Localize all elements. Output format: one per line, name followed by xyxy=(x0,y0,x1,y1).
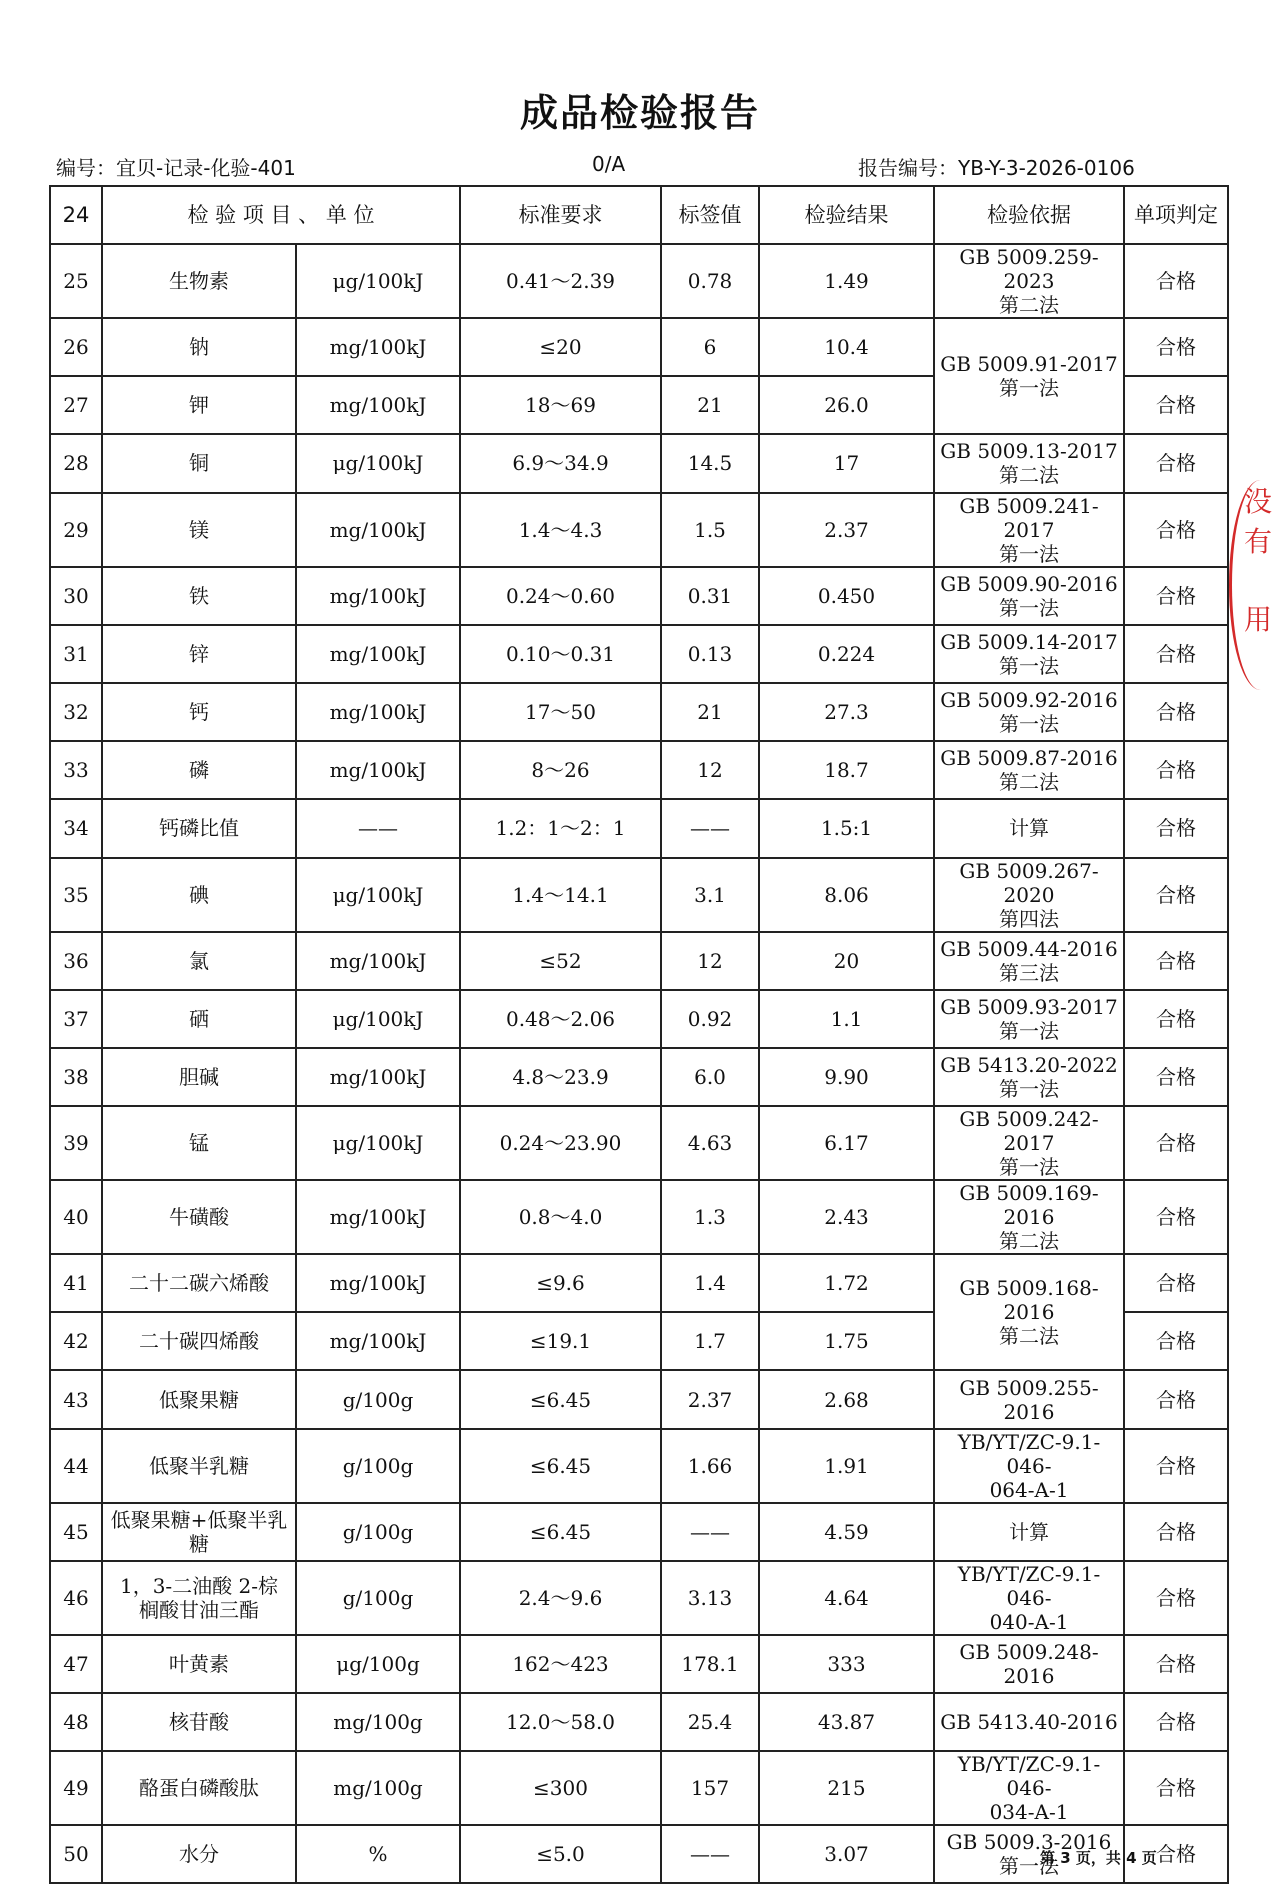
test-result: 1.1 xyxy=(759,990,934,1048)
judgement: 合格 xyxy=(1124,376,1228,434)
label-value: —— xyxy=(661,1503,759,1561)
header-label-value: 标签值 xyxy=(661,186,759,244)
row-number: 42 xyxy=(50,1312,102,1370)
label-value: 0.92 xyxy=(661,990,759,1048)
table-row xyxy=(50,932,1228,990)
table-row xyxy=(50,858,1228,932)
test-basis: GB 5009.87-2016 第二法 xyxy=(934,741,1124,799)
row-number: 33 xyxy=(50,741,102,799)
header-judgement: 单项判定 xyxy=(1124,186,1228,244)
item-name: 钙 xyxy=(102,683,296,741)
item-unit: g/100g xyxy=(296,1370,460,1428)
document-number: 编号：宜贝-记录-化验-401 xyxy=(56,156,296,180)
label-value: 157 xyxy=(661,1751,759,1825)
judgement: 合格 xyxy=(1124,858,1228,932)
row-number: 40 xyxy=(50,1180,102,1254)
table-row xyxy=(50,318,1228,376)
judgement: 合格 xyxy=(1124,1693,1228,1751)
item-name: 生物素 xyxy=(102,244,296,318)
table-row xyxy=(50,1751,1228,1825)
test-basis: GB 5009.3-2016 第一法 xyxy=(934,1825,1124,1883)
test-basis: GB 5009.44-2016 第三法 xyxy=(934,932,1124,990)
item-name: 锰 xyxy=(102,1106,296,1180)
test-basis: 计算 xyxy=(934,799,1124,857)
label-value: 1.3 xyxy=(661,1180,759,1254)
item-name: 铁 xyxy=(102,567,296,625)
table-row xyxy=(50,1254,1228,1312)
standard-requirement: ≤52 xyxy=(460,932,661,990)
row-number: 48 xyxy=(50,1693,102,1751)
header-basis: 检验依据 xyxy=(934,186,1124,244)
judgement: 合格 xyxy=(1124,625,1228,683)
test-result: 2.43 xyxy=(759,1180,934,1254)
standard-requirement: 0.48～2.06 xyxy=(460,990,661,1048)
inspection-table xyxy=(49,185,1229,1884)
item-unit: μg/100kJ xyxy=(296,990,460,1048)
table-body xyxy=(50,244,1228,1883)
item-name: 叶黄素 xyxy=(102,1635,296,1693)
item-name: 胆碱 xyxy=(102,1048,296,1106)
judgement: 合格 xyxy=(1124,990,1228,1048)
item-unit: mg/100kJ xyxy=(296,1312,460,1370)
table-row xyxy=(50,625,1228,683)
item-unit: % xyxy=(296,1825,460,1883)
test-basis: GB 5413.20-2022 第一法 xyxy=(934,1048,1124,1106)
standard-requirement: 0.41～2.39 xyxy=(460,244,661,318)
label-value: —— xyxy=(661,799,759,857)
table-row xyxy=(50,1429,1228,1503)
row-number: 27 xyxy=(50,376,102,434)
item-name: 水分 xyxy=(102,1825,296,1883)
item-unit: mg/100kJ xyxy=(296,1254,460,1312)
row-number: 37 xyxy=(50,990,102,1048)
judgement: 合格 xyxy=(1124,434,1228,492)
test-result: 333 xyxy=(759,1635,934,1693)
test-basis: YB/YT/ZC-9.1-046- 040-A-1 xyxy=(934,1561,1124,1635)
standard-requirement: 0.10～0.31 xyxy=(460,625,661,683)
item-unit: mg/100g xyxy=(296,1693,460,1751)
item-name: 钠 xyxy=(102,318,296,376)
row-number: 38 xyxy=(50,1048,102,1106)
test-result: 0.450 xyxy=(759,567,934,625)
stamp-text: 用 xyxy=(1244,603,1273,636)
test-result: 4.59 xyxy=(759,1503,934,1561)
test-basis: GB 5009.92-2016 第一法 xyxy=(934,683,1124,741)
item-name: 1，3-二油酸 2-棕 榈酸甘油三酯 xyxy=(102,1561,296,1635)
label-value: 6.0 xyxy=(661,1048,759,1106)
label-value: 25.4 xyxy=(661,1693,759,1751)
label-value: 3.13 xyxy=(661,1561,759,1635)
header-standard: 标准要求 xyxy=(460,186,661,244)
test-result: 27.3 xyxy=(759,683,934,741)
test-basis: GB 5009.169-2016 第二法 xyxy=(934,1180,1124,1254)
label-value: 0.13 xyxy=(661,625,759,683)
table-row xyxy=(50,990,1228,1048)
row-number: 28 xyxy=(50,434,102,492)
judgement: 合格 xyxy=(1124,683,1228,741)
test-basis: GB 5009.91-2017 第一法 xyxy=(934,318,1124,434)
label-value: —— xyxy=(661,1825,759,1883)
item-name: 低聚半乳糖 xyxy=(102,1429,296,1503)
test-basis: GB 5009.13-2017 第二法 xyxy=(934,434,1124,492)
row-number: 32 xyxy=(50,683,102,741)
test-basis: GB 5009.255-2016 xyxy=(934,1370,1124,1428)
item-name: 硒 xyxy=(102,990,296,1048)
test-result: 1.91 xyxy=(759,1429,934,1503)
judgement: 合格 xyxy=(1124,1825,1228,1883)
test-result: 10.4 xyxy=(759,318,934,376)
standard-requirement: 1.4～4.3 xyxy=(460,493,661,567)
test-basis: GB 5413.40-2016 xyxy=(934,1693,1124,1751)
test-basis: GB 5009.90-2016 第一法 xyxy=(934,567,1124,625)
judgement: 合格 xyxy=(1124,1429,1228,1503)
header-result: 检验结果 xyxy=(759,186,934,244)
label-value: 12 xyxy=(661,741,759,799)
item-name: 碘 xyxy=(102,858,296,932)
item-unit: mg/100kJ xyxy=(296,567,460,625)
header-no: 24 xyxy=(50,186,102,244)
test-result: 43.87 xyxy=(759,1693,934,1751)
table-row xyxy=(50,1048,1228,1106)
judgement: 合格 xyxy=(1124,932,1228,990)
standard-requirement: ≤6.45 xyxy=(460,1370,661,1428)
report-number: 报告编号：YB-Y-3-2026-0106 xyxy=(858,156,1135,180)
label-value: 1.7 xyxy=(661,1312,759,1370)
item-unit: g/100g xyxy=(296,1503,460,1561)
row-number: 31 xyxy=(50,625,102,683)
table-header-row xyxy=(50,186,1228,244)
test-basis: GB 5009.259-2023 第二法 xyxy=(934,244,1124,318)
standard-requirement: ≤19.1 xyxy=(460,1312,661,1370)
test-basis: GB 5009.93-2017 第一法 xyxy=(934,990,1124,1048)
item-unit: mg/100kJ xyxy=(296,932,460,990)
test-basis: GB 5009.267-2020 第四法 xyxy=(934,858,1124,932)
judgement: 合格 xyxy=(1124,244,1228,318)
row-number: 43 xyxy=(50,1370,102,1428)
row-number: 47 xyxy=(50,1635,102,1693)
row-number: 50 xyxy=(50,1825,102,1883)
item-name: 二十碳四烯酸 xyxy=(102,1312,296,1370)
label-value: 0.78 xyxy=(661,244,759,318)
standard-requirement: 12.0～58.0 xyxy=(460,1693,661,1751)
test-result: 17 xyxy=(759,434,934,492)
standard-requirement: 0.24～23.90 xyxy=(460,1106,661,1180)
item-unit: mg/100kJ xyxy=(296,625,460,683)
standard-requirement: ≤20 xyxy=(460,318,661,376)
label-value: 1.66 xyxy=(661,1429,759,1503)
judgement: 合格 xyxy=(1124,799,1228,857)
label-value: 21 xyxy=(661,376,759,434)
judgement: 合格 xyxy=(1124,318,1228,376)
label-value: 21 xyxy=(661,683,759,741)
row-number: 45 xyxy=(50,1503,102,1561)
label-value: 12 xyxy=(661,932,759,990)
item-name: 铜 xyxy=(102,434,296,492)
judgement: 合格 xyxy=(1124,741,1228,799)
table-row xyxy=(50,1106,1228,1180)
item-unit: μg/100kJ xyxy=(296,244,460,318)
row-number: 26 xyxy=(50,318,102,376)
standard-requirement: ≤6.45 xyxy=(460,1503,661,1561)
item-unit: mg/100kJ xyxy=(296,741,460,799)
test-result: 1.49 xyxy=(759,244,934,318)
label-value: 1.5 xyxy=(661,493,759,567)
judgement: 合格 xyxy=(1124,1180,1228,1254)
table-row xyxy=(50,1635,1228,1693)
row-number: 35 xyxy=(50,858,102,932)
item-unit: mg/100kJ xyxy=(296,493,460,567)
standard-requirement: 0.8～4.0 xyxy=(460,1180,661,1254)
item-unit: μg/100g xyxy=(296,1635,460,1693)
item-name: 酪蛋白磷酸肽 xyxy=(102,1751,296,1825)
item-unit: mg/100kJ xyxy=(296,376,460,434)
test-basis: GB 5009.168-2016 第二法 xyxy=(934,1254,1124,1370)
row-number: 39 xyxy=(50,1106,102,1180)
label-value: 6 xyxy=(661,318,759,376)
judgement: 合格 xyxy=(1124,1503,1228,1561)
item-unit: mg/100kJ xyxy=(296,1180,460,1254)
item-unit: mg/100kJ xyxy=(296,318,460,376)
item-unit: mg/100kJ xyxy=(296,1048,460,1106)
test-basis: GB 5009.248-2016 xyxy=(934,1635,1124,1693)
standard-requirement: 1.4～14.1 xyxy=(460,858,661,932)
judgement: 合格 xyxy=(1124,493,1228,567)
item-unit: mg/100kJ xyxy=(296,683,460,741)
test-basis: YB/YT/ZC-9.1-046- 064-A-1 xyxy=(934,1429,1124,1503)
test-basis: YB/YT/ZC-9.1-046- 034-A-1 xyxy=(934,1751,1124,1825)
item-unit: μg/100kJ xyxy=(296,1106,460,1180)
stamp-text: 没有 xyxy=(1244,485,1273,558)
table-row xyxy=(50,1693,1228,1751)
item-name: 镁 xyxy=(102,493,296,567)
test-basis: GB 5009.14-2017 第一法 xyxy=(934,625,1124,683)
test-result: 26.0 xyxy=(759,376,934,434)
page-footer: 第 3 页，共 4 页 xyxy=(1040,1849,1157,1867)
test-result: 2.37 xyxy=(759,493,934,567)
table-row xyxy=(50,567,1228,625)
row-number: 34 xyxy=(50,799,102,857)
test-result: 18.7 xyxy=(759,741,934,799)
row-number: 25 xyxy=(50,244,102,318)
item-unit: —— xyxy=(296,799,460,857)
item-name: 二十二碳六烯酸 xyxy=(102,1254,296,1312)
item-name: 低聚果糖 xyxy=(102,1370,296,1428)
judgement: 合格 xyxy=(1124,1561,1228,1635)
test-result: 9.90 xyxy=(759,1048,934,1106)
standard-requirement: 4.8～23.9 xyxy=(460,1048,661,1106)
label-value: 0.31 xyxy=(661,567,759,625)
judgement: 合格 xyxy=(1124,1751,1228,1825)
label-value: 4.63 xyxy=(661,1106,759,1180)
item-name: 钾 xyxy=(102,376,296,434)
item-unit: μg/100kJ xyxy=(296,858,460,932)
table-row xyxy=(50,493,1228,567)
row-number: 36 xyxy=(50,932,102,990)
judgement: 合格 xyxy=(1124,1106,1228,1180)
table-row xyxy=(50,1180,1228,1254)
judgement: 合格 xyxy=(1124,1370,1228,1428)
test-basis: GB 5009.242-2017 第一法 xyxy=(934,1106,1124,1180)
row-number: 46 xyxy=(50,1561,102,1635)
standard-requirement: ≤300 xyxy=(460,1751,661,1825)
standard-requirement: 6.9～34.9 xyxy=(460,434,661,492)
row-number: 44 xyxy=(50,1429,102,1503)
standard-requirement: ≤9.6 xyxy=(460,1254,661,1312)
test-result: 6.17 xyxy=(759,1106,934,1180)
test-result: 1.72 xyxy=(759,1254,934,1312)
test-result: 1.75 xyxy=(759,1312,934,1370)
item-unit: g/100g xyxy=(296,1561,460,1635)
standard-requirement: 0.24～0.60 xyxy=(460,567,661,625)
item-name: 氯 xyxy=(102,932,296,990)
label-value: 2.37 xyxy=(661,1370,759,1428)
test-result: 2.68 xyxy=(759,1370,934,1428)
table-row xyxy=(50,741,1228,799)
row-number: 41 xyxy=(50,1254,102,1312)
row-number: 30 xyxy=(50,567,102,625)
item-name: 低聚果糖+低聚半乳 糖 xyxy=(102,1503,296,1561)
label-value: 14.5 xyxy=(661,434,759,492)
judgement: 合格 xyxy=(1124,1635,1228,1693)
judgement: 合格 xyxy=(1124,567,1228,625)
table-row xyxy=(50,244,1228,318)
table-row xyxy=(50,683,1228,741)
judgement: 合格 xyxy=(1124,1254,1228,1312)
item-name: 牛磺酸 xyxy=(102,1180,296,1254)
standard-requirement: ≤5.0 xyxy=(460,1825,661,1883)
test-result: 0.224 xyxy=(759,625,934,683)
judgement: 合格 xyxy=(1124,1048,1228,1106)
header-item-unit: 检 验 项 目 、 单 位 xyxy=(102,186,460,244)
test-result: 215 xyxy=(759,1751,934,1825)
test-result: 4.64 xyxy=(759,1561,934,1635)
standard-requirement: 2.4～9.6 xyxy=(460,1561,661,1635)
standard-requirement: 8～26 xyxy=(460,741,661,799)
label-value: 178.1 xyxy=(661,1635,759,1693)
standard-requirement: 17～50 xyxy=(460,683,661,741)
label-value: 3.1 xyxy=(661,858,759,932)
item-name: 锌 xyxy=(102,625,296,683)
test-basis: 计算 xyxy=(934,1503,1124,1561)
test-result: 1.5:1 xyxy=(759,799,934,857)
item-name: 核苷酸 xyxy=(102,1693,296,1751)
item-name: 磷 xyxy=(102,741,296,799)
item-unit: g/100g xyxy=(296,1429,460,1503)
item-unit: μg/100kJ xyxy=(296,434,460,492)
table-row xyxy=(50,799,1228,857)
table-row xyxy=(50,1370,1228,1428)
test-result: 8.06 xyxy=(759,858,934,932)
test-result: 20 xyxy=(759,932,934,990)
item-unit: mg/100g xyxy=(296,1751,460,1825)
standard-requirement: ≤6.45 xyxy=(460,1429,661,1503)
red-stamp xyxy=(1229,480,1280,690)
report-title: 成品检验报告 xyxy=(519,91,760,135)
table-row xyxy=(50,1503,1228,1561)
document-version: 0/A xyxy=(592,152,626,176)
standard-requirement: 162～423 xyxy=(460,1635,661,1693)
row-number: 29 xyxy=(50,493,102,567)
row-number: 49 xyxy=(50,1751,102,1825)
table-row xyxy=(50,1561,1228,1635)
table-row xyxy=(50,434,1228,492)
test-basis: GB 5009.241-2017 第一法 xyxy=(934,493,1124,567)
judgement: 合格 xyxy=(1124,1312,1228,1370)
standard-requirement: 18～69 xyxy=(460,376,661,434)
label-value: 1.4 xyxy=(661,1254,759,1312)
item-name: 钙磷比值 xyxy=(102,799,296,857)
test-result: 3.07 xyxy=(759,1825,934,1883)
standard-requirement: 1.2：1～2：1 xyxy=(460,799,661,857)
